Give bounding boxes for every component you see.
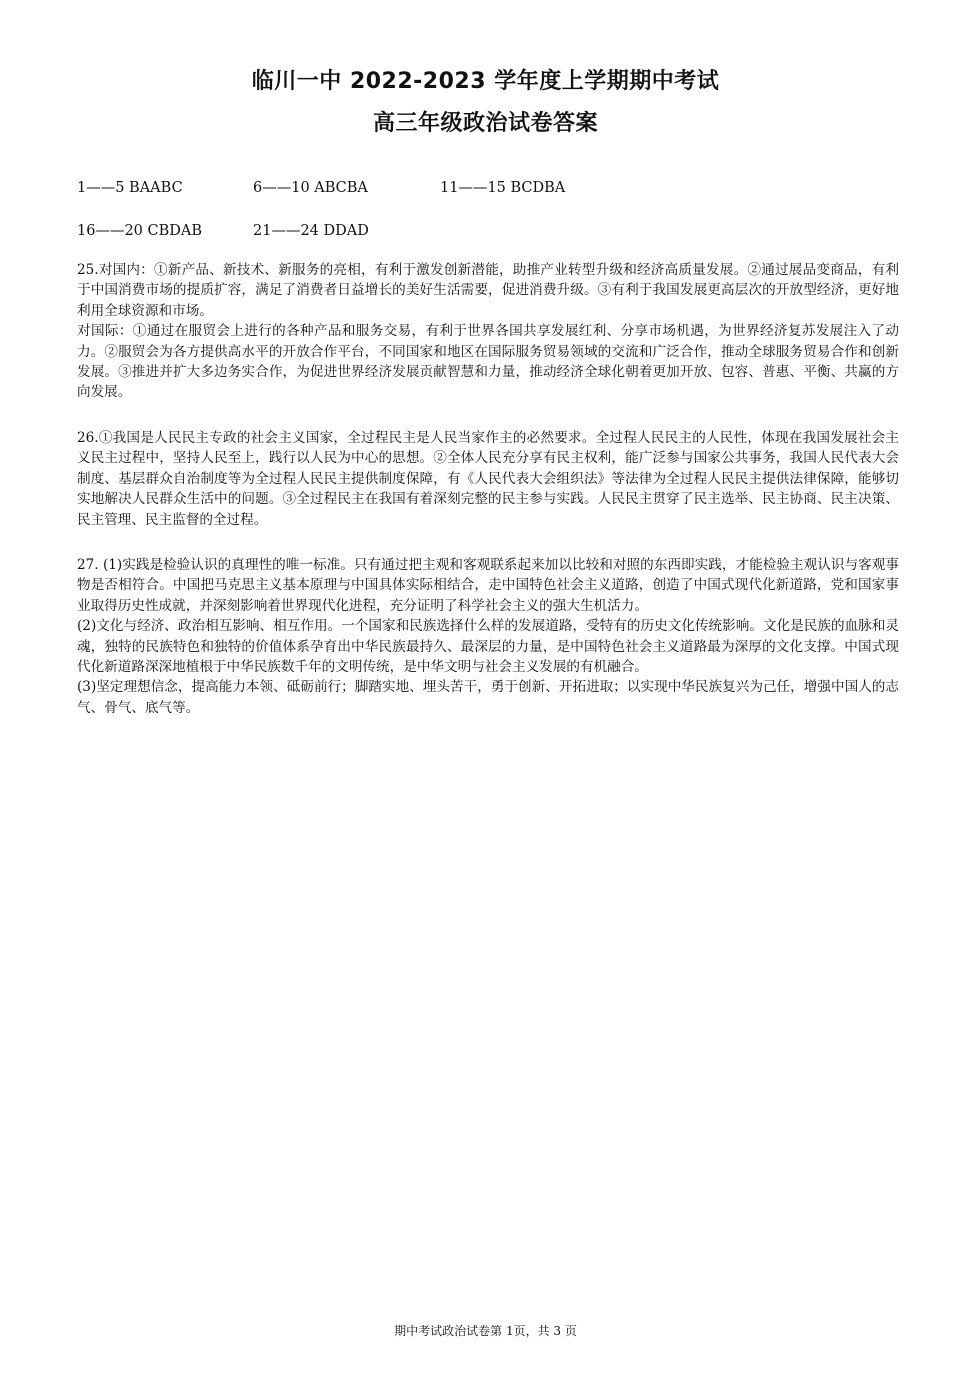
- answer-group-1-5: 1——5 BAABC: [77, 180, 183, 196]
- q27-part-3-paragraph: (3)坚定理想信念，提高能力本领、砥砺前行；脚踏实地、埋头苦干，勇于创新、开拓进取；以实现中华民族复兴为己任，增强中国人的志气、骨气、底气等。: [77, 679, 899, 716]
- answer-group-16-20: 16——20 CBDAB: [77, 223, 203, 239]
- page-footer: 期中考试政治试卷第 1页，共 3 页: [394, 1324, 577, 1338]
- q27-part-1-paragraph: 27. (1)实践是检验认识的真理性的唯一标准。只有通过把主观和客观联系起来加以比较和对照的东西即实践，才能检验主观认识与客观事物是否相符合。中国把马克思主义基本原理与中国具体实际相结合，走中国特色社会主义道路，创造了中国式现代化新道路，党和国家事业取得历史性成就，并深刻影响着世界现代化进程，充分证明了科学社会主义的强大生机活力。: [77, 557, 899, 614]
- q27-part-2-paragraph: (2)文化与经济、政治相互影响、相互作用。一个国家和民族选择什么样的发展道路，受特有的历史文化传统影响。文化是民族的血脉和灵魂，独特的民族特色和独特的价值体系孕育出中华民族最持久、最深层的力量，是中国特色社会主义道路最为深厚的文化支撑。中国式现代化新道路深深地植根于中华民族数千年的文明传统，是中华文明与社会主义发展的有机融合。: [77, 618, 899, 676]
- q25-international-paragraph: 对国际：①通过在服贸会上进行的各种产品和服务交易，有利于世界各国共享发展红利、分享市场机遇，为世界经济复苏发展注入了动力。②服贸会为各方提供高水平的开放合作平台，不同国家和地区在国际服务贸易领域的交流和广泛合作，推动全球服务贸易合作和创新发展。③推进并扩大多边务实合作，为促进世界经济发展贡献智慧和力量，推动经济全球化朝着更加开放、包容、普惠、平衡、共赢的方向发展。: [77, 323, 899, 401]
- answer-group-21-24: 21——24 DDAD: [253, 223, 369, 239]
- q26-paragraph: 26.①我国是人民民主专政的社会主义国家，全过程民主是人民当家作主的必然要求。全过程人民民主的人民性，体现在我国发展社会主义民主过程中，坚持人民至上，践行以人民为中心的思想。②全体人民充分享有民主权利，能广泛参与国家公共事务，我国人民代表大会制度、基层群众自治制度等为全过程人民民主提供制度保障，有《人民代表大会组织法》等法律为全过程人民民主提供法律保障，能够切实地解决人民群众生活中的问题。③全过程民主在我国有着深刻完整的民主参与实践。人民民主贯穿了民主选举、民主协商、民主决策、民主管理、民主监督的全过程。: [77, 430, 899, 528]
- question-25-answer: [77, 260, 899, 403]
- page-subtitle: 高三年级政治试卷答案: [372, 111, 598, 136]
- question-26-answer: [77, 428, 899, 530]
- page-title: 临川一中 2022-2023 学年度上学期期中考试: [251, 69, 720, 94]
- answer-group-6-10: 6——10 ABCBA: [253, 180, 368, 196]
- answer-group-11-15: 11——15 BCDBA: [440, 180, 566, 196]
- q25-domestic-paragraph: 25.对国内：①新产品、新技术、新服务的亮相，有利于激发创新潜能，助推产业转型升级和经济高质量发展。②通过展品变商品，有利于中国消费市场的提质扩容，满足了消费者日益增长的美好生活需要，促进消费升级。③有利于我国发展更高层次的开放型经济，更好地利用全球资源和市场。: [77, 262, 899, 319]
- question-27-answer: [77, 555, 899, 718]
